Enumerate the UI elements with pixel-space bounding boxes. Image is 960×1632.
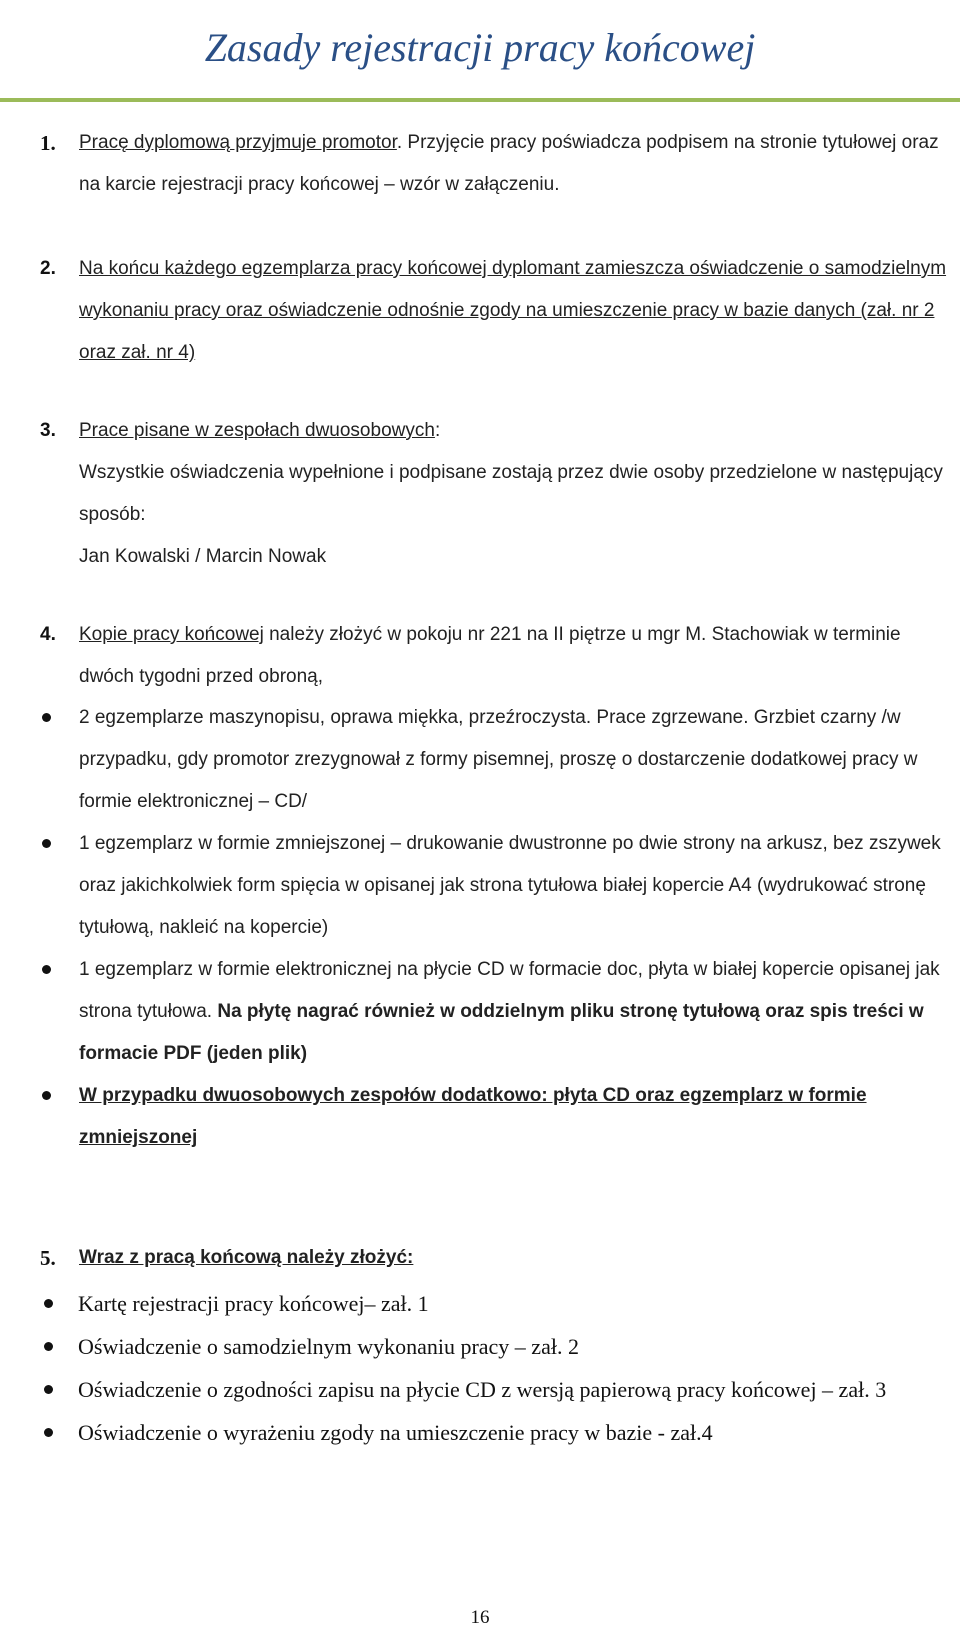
bullet-icon — [42, 713, 51, 722]
rule-4-rest: należy złożyć w pokoju nr 221 na II piętrze u mgr M. Stachowiak w terminie dwóch tygodni przed obroną, — [79, 624, 901, 687]
copies-list — [0, 697, 955, 1159]
list-item: 1 egzemplarz w formie elektronicznej na płycie CD w formacie doc, płyta w białej kopercie opisanej jak strona tytułowa. Na płytę nagrać również w oddzielnym pliku stronę tytułową oraz spis treści w formacie PDF (jeden plik) — [0, 949, 955, 1075]
list-item: 2 egzemplarze maszynopisu, oprawa miękka, przeźroczysta. Prace zgrzewane. Grzbiet czarny /w przypadku, gdy promotor zrezygnował z formy pisemnej, proszę o dostarczenie dodatkowej pracy w formie elektronicznej – CD/ — [0, 697, 955, 823]
rule-3-heading — [79, 410, 955, 452]
list-item: Kartę rejestracji pracy końcowej– zał. 1 — [0, 1282, 955, 1325]
bullet-icon — [44, 1299, 53, 1308]
rule-1-text — [79, 122, 955, 206]
bullet-icon — [42, 965, 51, 974]
rule-2-number: 2. — [40, 258, 56, 279]
rule-5 — [40, 1237, 955, 1279]
list-item: Oświadczenie o wyrażeniu zgody na umieszczenie pracy w bazie - zał.4 — [0, 1411, 955, 1454]
rule-4-lead: Kopie pracy końcowej — [79, 624, 264, 645]
list-item: Oświadczenie o samodzielnym wykonaniu pracy – zał. 2 — [0, 1325, 955, 1368]
rule-3-colon: : — [434, 420, 441, 441]
list-item: 1 egzemplarz w formie zmniejszonej – drukowanie dwustronne po dwie strony na arkusz, bez zszywek oraz jakichkolwiek form spięcia w opisanej jak strona tytułowa białej kopercie A4 (wydrukować stronę tytułową, nakleić na kopercie) — [0, 823, 955, 949]
rule-1-number: 1. — [40, 131, 56, 155]
bullet-icon — [44, 1385, 53, 1394]
rule-1-lead: Pracę dyplomową przyjmuje promotor — [79, 132, 397, 153]
rule-4-number: 4. — [40, 624, 56, 645]
list-item: W przypadku dwuosobowych zespołów dodatkowo: płyta CD oraz egzemplarz w formie zmniejszonej — [0, 1075, 955, 1159]
rule-3-example: Jan Kowalski / Marcin Nowak — [79, 546, 327, 567]
rule-2-text: Na końcu każdego egzemplarza pracy końcowej dyplomant zamieszcza oświadczenie o samodzielnym wykonaniu pracy oraz oświadczenie odnośnie zgody na umieszczenie pracy w bazie danych (zał. nr 2 oraz zał. nr 4) — [79, 258, 947, 363]
rule-3-line-1: Wszystkie oświadczenia wypełnione i podpisane zostają przez dwie osoby przedzielone w następujący sposób: — [79, 462, 943, 525]
rule-3 — [40, 410, 955, 578]
rule-2 — [40, 248, 955, 374]
list-item: Oświadczenie o zgodności zapisu na płycie CD z wersją papierową pracy końcowej – zał. 3 — [0, 1368, 955, 1411]
attachments-list — [0, 1282, 955, 1454]
bullet-icon — [42, 1091, 51, 1100]
page-title: Zasady rejestracji pracy końcowej — [204, 25, 756, 70]
rule-4-text — [79, 614, 955, 698]
rule-1 — [40, 122, 955, 206]
bullet-icon — [44, 1428, 53, 1437]
rule-3-lead: Prace pisane w zespołach dwuosobowych — [79, 420, 435, 441]
rule-3-number: 3. — [40, 420, 56, 441]
rule-5-number: 5. — [40, 1246, 56, 1270]
title-underline — [0, 98, 960, 102]
rule-1-rest: . Przyjęcie pracy poświadcza podpisem na stronie tytułowej oraz na karcie rejestracji pracy końcowej – wzór w załączeniu. — [79, 132, 939, 195]
rule-5-heading: Wraz z pracą końcową należy złożyć: — [79, 1247, 414, 1268]
rule-3-text — [79, 410, 955, 578]
bullet-icon — [44, 1342, 53, 1351]
bullet-icon — [42, 839, 51, 848]
rule-4 — [40, 614, 955, 698]
page-number: 16 — [470, 1607, 490, 1628]
